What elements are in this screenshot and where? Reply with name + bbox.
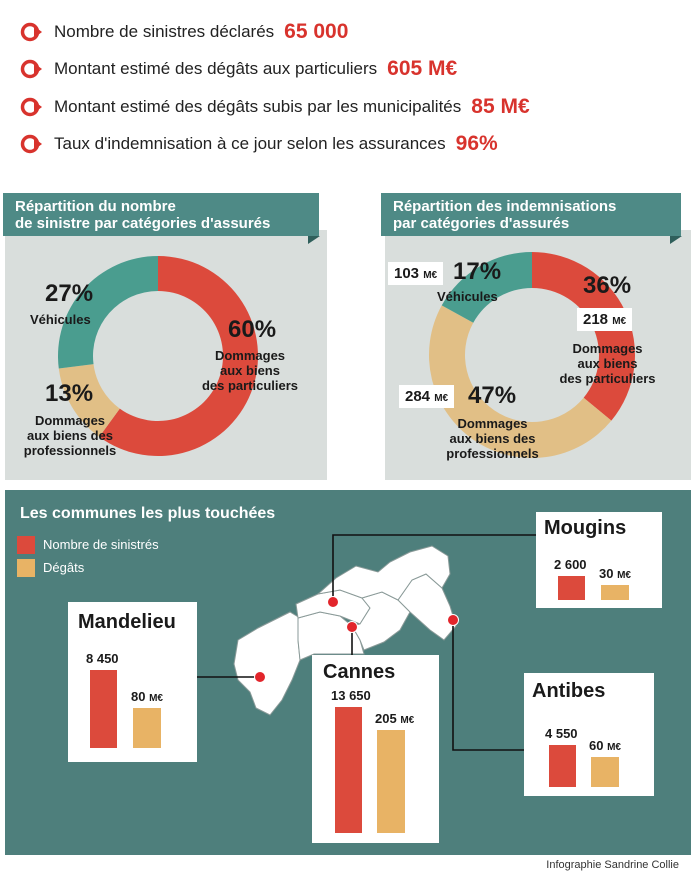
stat-value: 85 M€ — [471, 95, 530, 118]
label-line: professionnels — [23, 443, 117, 458]
credit-text: Infographie Sandrine Collie — [546, 859, 679, 871]
slice-pct-particuliers: 36% — [583, 272, 632, 299]
commune-mandelieu-shape — [234, 612, 300, 715]
label-line: des particuliers — [559, 371, 656, 386]
value-sinistres-cannes: 13 650 — [331, 688, 371, 703]
slice-pct-vehicules: 17% — [453, 258, 502, 285]
amount-value: 284 — [405, 388, 431, 405]
amount-unit: M€ — [434, 393, 449, 404]
degats-number: 205 — [375, 711, 397, 726]
connector-antibes — [453, 620, 524, 750]
bar-sinistres-mougins — [558, 576, 585, 600]
legend-label-degats: Dégâts — [43, 560, 85, 575]
value-sinistres-mandelieu: 8 450 — [86, 651, 119, 666]
amount-value: 218 — [583, 311, 609, 328]
stat-label: Nombre de sinistres déclarés — [54, 22, 275, 41]
degats-unit: M€ — [607, 742, 621, 753]
value-sinistres-mougins: 2 600 — [554, 557, 587, 572]
slice-pct-vehicules: 27% — [45, 280, 94, 307]
slice-pct-particuliers: 60% — [228, 316, 277, 343]
label-line: Dommages — [214, 348, 286, 363]
stat-value: 96% — [455, 132, 498, 155]
degats-number: 30 — [599, 566, 614, 581]
marker-antibes — [448, 615, 459, 626]
amount-value: 103 — [394, 265, 420, 282]
value-degats-mandelieu — [131, 689, 163, 704]
label-line: aux biens — [577, 356, 638, 371]
bar-sinistres-antibes — [549, 745, 576, 787]
label-line: aux biens des — [449, 431, 536, 446]
bar-degats-mougins — [601, 585, 629, 600]
bar-sinistres-cannes — [335, 707, 362, 833]
slice-pct-professionnels: 13% — [45, 380, 94, 407]
degats-number: 60 — [589, 738, 604, 753]
stat-label: Montant estimé des dégâts aux particuliers — [54, 59, 378, 78]
label-line: Véhicules — [30, 312, 91, 327]
value-degats-cannes — [375, 711, 414, 726]
degats-unit: M€ — [149, 693, 163, 704]
marker-mougins — [328, 597, 339, 608]
bar-sinistres-mandelieu — [90, 670, 117, 748]
label-line: aux biens des — [27, 428, 113, 443]
bar-degats-antibes — [591, 757, 619, 787]
stat-value: 605 M€ — [387, 57, 458, 80]
label-line: aux biens — [220, 363, 280, 378]
label-line: Dommages — [572, 341, 643, 356]
label-line: Dommages — [457, 416, 528, 431]
city-name-mandelieu: Mandelieu — [78, 611, 176, 633]
label-line: des particuliers — [201, 378, 299, 393]
bar-degats-mandelieu — [133, 708, 161, 748]
label-line: professionnels — [446, 446, 539, 461]
amount-unit: M€ — [423, 270, 438, 281]
value-sinistres-antibes: 4 550 — [545, 726, 578, 741]
stat-value: 65 000 — [284, 20, 349, 43]
map-title: Les communes les plus touchées — [20, 505, 276, 522]
city-name-antibes: Antibes — [532, 680, 606, 702]
city-name-mougins: Mougins — [544, 517, 627, 539]
degats-number: 80 — [131, 689, 146, 704]
stat-label: Montant estimé des dégâts subis par les municipalités — [54, 97, 462, 116]
degats-unit: M€ — [617, 570, 631, 581]
header-line: Répartition du nombre — [15, 198, 176, 215]
header-line: de sinistre par catégories d'assurés — [15, 215, 271, 232]
value-degats-antibes — [589, 738, 621, 753]
marker-mandelieu — [255, 672, 266, 683]
bar-degats-cannes — [377, 730, 405, 833]
header-line: par catégories d'assurés — [393, 215, 570, 232]
amount-unit: M€ — [612, 316, 627, 327]
stat-label: Taux d'indemnisation à ce jour selon les assurances — [54, 134, 446, 153]
header-line: Répartition des indemnisations — [393, 198, 617, 215]
value-degats-mougins — [599, 566, 631, 581]
label-line: Véhicules — [437, 289, 498, 304]
slice-pct-professionnels: 47% — [468, 382, 517, 409]
legend-label-sinistres: Nombre de sinistrés — [43, 537, 159, 552]
label-line: Dommages — [34, 413, 106, 428]
degats-unit: M€ — [400, 715, 415, 726]
marker-cannes — [347, 622, 358, 633]
city-name-cannes: Cannes — [323, 661, 396, 683]
